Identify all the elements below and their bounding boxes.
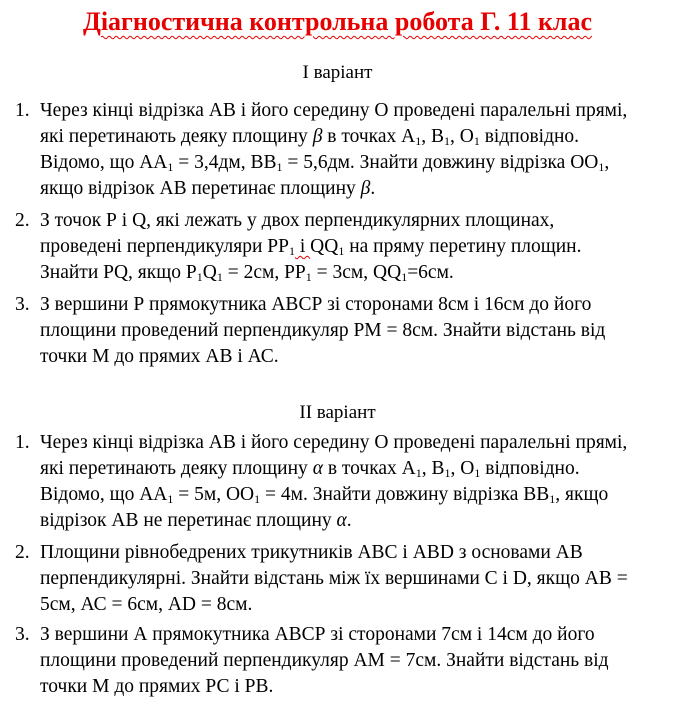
beta-symbol: β — [360, 178, 371, 199]
task-line: Через кінці відрізка АВ і його середину О проведені паралельні прямі, — [40, 432, 628, 453]
task-line: точки М до прямих АВ і АС. — [40, 346, 279, 367]
variant-1-task-2 — [15, 208, 665, 286]
task-number: 2. — [15, 542, 30, 563]
task-line: З точок Р і Q, які лежать у двох перпендикулярних площинах, — [40, 210, 555, 231]
task-number: 3. — [15, 624, 30, 645]
task-line: Площини рівнобедрених трикутників АВС і АВD з основами АВ — [40, 542, 583, 563]
variant-2-heading: ІІ варіант — [299, 402, 376, 423]
task-line: Через кінці відрізка АВ і його середину О проведені паралельні прямі, — [40, 100, 628, 121]
task-line: площини проведений перпендикуляр РМ = 8см. Знайти відстань від — [40, 320, 606, 341]
task-line: площини проведений перпендикуляр АМ = 7см. Знайти відстань від — [40, 650, 609, 671]
task-line: З вершини А прямокутника АВСР зі сторонами 7см і 14см до його — [40, 624, 595, 645]
alpha-symbol: α — [312, 458, 323, 479]
variant-1-task-3 — [15, 292, 665, 370]
task-number: 1. — [15, 100, 30, 121]
task-line: Знайти РQ, якщо $Р_1Q_1 = 2см$, $РР_1 = 3см$, $QQ_1=6см$. — [40, 262, 454, 284]
task-line: які перетинають деяку площину β в точках $А_1$, $В_1$, $О_1$ відповідно. — [40, 126, 580, 148]
task-line: 5см, АС = 6см, АD = 8см. — [40, 594, 253, 615]
task-line: Відомо, що $АА_1 = 3,4дм$, $ВВ_1 = 5,6дм$. Знайти довжину відрізка $ОО_1$, — [40, 152, 610, 174]
variant-1-heading: І варіант — [302, 62, 373, 83]
beta-symbol: β — [312, 126, 323, 147]
page-title: Діагностична контрольна робота Г. 11 клас — [82, 7, 593, 36]
task-number: 1. — [15, 432, 30, 453]
task-number: 3. — [15, 294, 30, 315]
task-number: 2. — [15, 210, 30, 231]
task-line: які перетинають деяку площину α в точках $А_1$, $В_1$, $О_1$ відповідно. — [40, 458, 580, 480]
task-line: проведені перпендикуляри $РР_1$ і $QQ_1$ на пряму перетину площин. — [40, 236, 582, 258]
alpha-symbol: α — [336, 510, 347, 531]
task-line: відрізок АВ не перетинає площину α. — [40, 510, 352, 531]
task-line: З вершини Р прямокутника АВСР зі сторонами 8см і 16см до його — [40, 294, 592, 315]
variant-2-task-2 — [15, 540, 665, 618]
task-line: перпендикулярні. Знайти відстань між їх вершинами С і D, якщо АВ = — [40, 568, 628, 589]
task-line: точки М до прямих РС і РВ. — [40, 676, 274, 697]
variant-2-task-1 — [15, 430, 665, 534]
variant-1-task-1 — [15, 98, 665, 202]
variant-2-task-3 — [15, 622, 665, 700]
task-line: якщо відрізок АВ перетинає площину β. — [40, 178, 376, 199]
task-line: Відомо, що $АА_1 = 5м$, $ОО_1 = 4м$. Знайти довжину відрізка $ВВ_1$, якщо — [40, 484, 609, 506]
